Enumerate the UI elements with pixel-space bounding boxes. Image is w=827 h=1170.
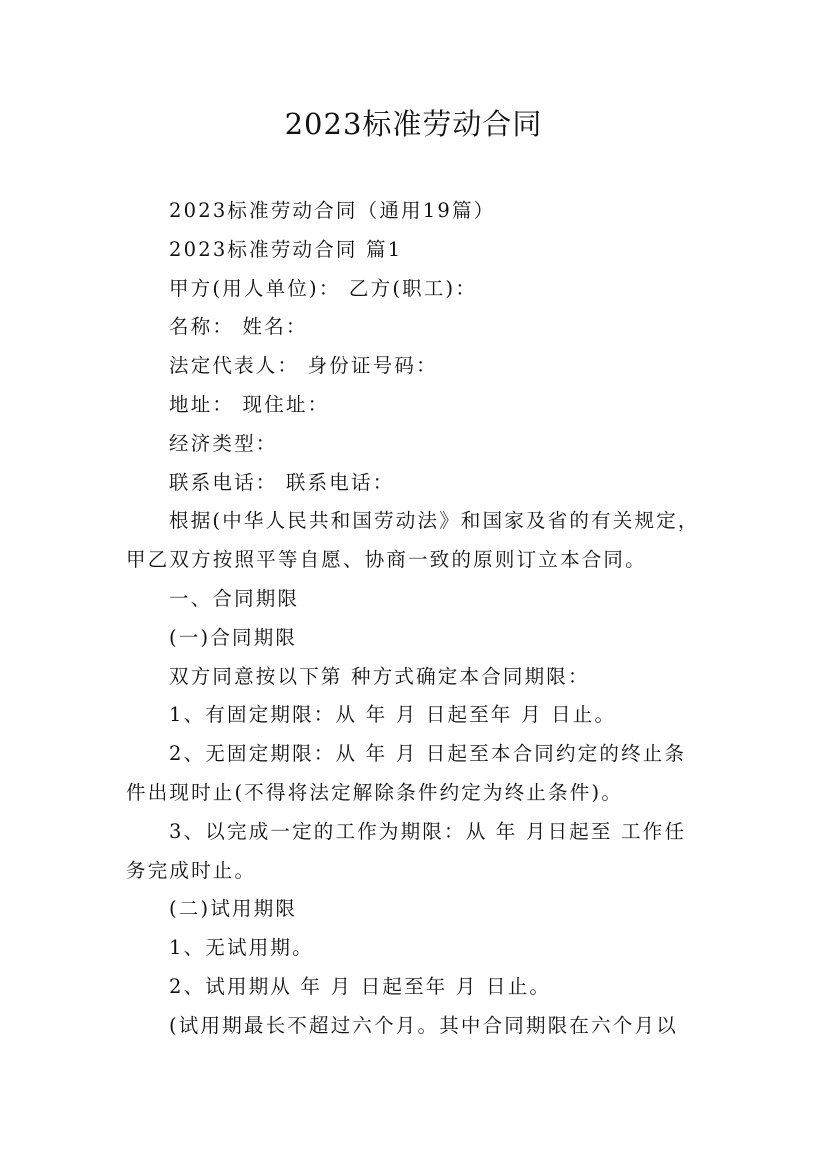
name-line: 名称： 姓名：: [169, 315, 308, 339]
address-line: 地址： 现住址：: [169, 392, 330, 416]
document-body: [126, 192, 706, 1046]
representative-line: 法定代表人： 身份证号码：: [169, 354, 438, 378]
phone-line: 联系电话： 联系电话：: [169, 470, 395, 494]
paragraph-line: 甲乙双方按照平等自愿、协商一致的原则订立本合同。: [126, 548, 647, 572]
list-item-continuation: 务完成时止。: [126, 858, 257, 882]
paragraph-line: 根据(中华人民共和国劳动法》和国家及省的有关规定，: [169, 509, 700, 533]
list-item: 2、无固定期限：从 年 月 日起至本合同约定的终止条: [169, 742, 687, 766]
section-heading: 2023标准劳动合同 篇1: [169, 237, 403, 261]
paragraph-line: 双方同意按以下第 种方式确定本合同期限：: [169, 664, 590, 688]
list-item: 3、以完成一定的工作为期限：从 年 月日起至 工作任: [169, 819, 687, 843]
list-item: 1、无试用期。: [169, 936, 314, 960]
document-title: 2023标准劳动合同: [284, 107, 543, 141]
party-line: 甲方(用人单位)： 乙方(职工)：: [169, 276, 478, 300]
list-item: 2、试用期从 年 月 日起至年 月 日止。: [169, 974, 552, 998]
paragraph-line: (试用期最长不超过六个月。其中合同期限在六个月以: [169, 1013, 678, 1037]
economic-type-line: 经济类型：: [169, 431, 278, 455]
list-item: 1、有固定期限：从 年 月 日起至年 月 日止。: [169, 703, 617, 727]
list-item-continuation: 件出现时止(不得将法定解除条件约定为终止条件)。: [126, 780, 624, 804]
subclause-heading: (二)试用期限: [169, 897, 298, 921]
clause-heading: 一、合同期限: [169, 586, 300, 610]
subtitle-line: 2023标准劳动合同（通用19篇）: [169, 199, 496, 222]
subclause-heading: (一)合同期限: [169, 625, 298, 649]
